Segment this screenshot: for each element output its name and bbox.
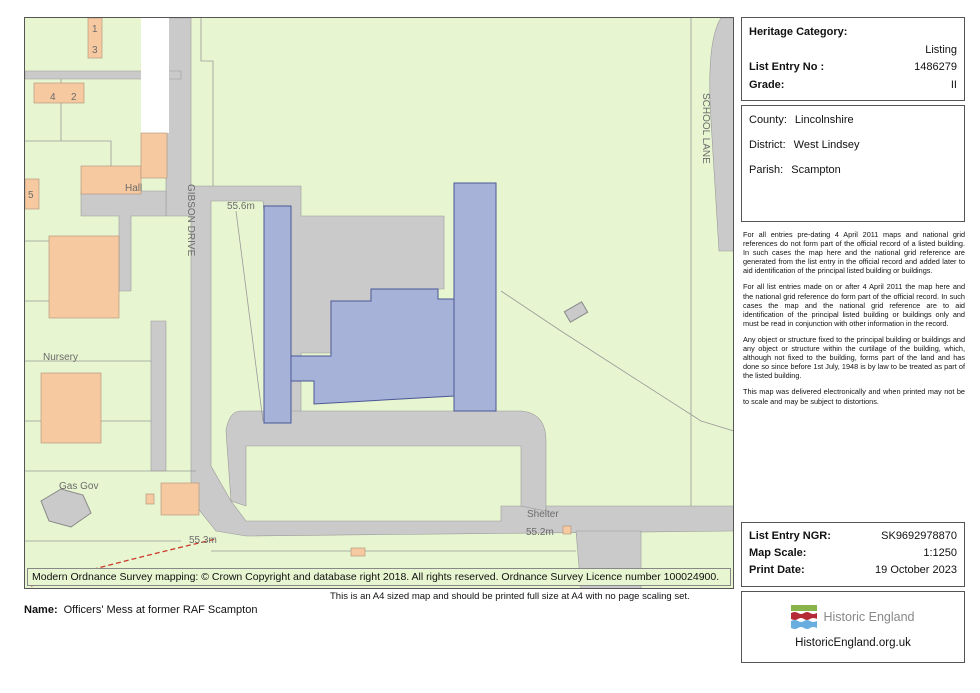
heritage-category-label: Heritage Category: [749, 26, 848, 38]
legal-notes [743, 230, 965, 413]
ngr-label: List Entry NGR: [749, 530, 831, 542]
ngr-value: SK9692978870 [881, 530, 957, 542]
map-label: Shelter [527, 509, 559, 520]
district-value: West Lindsey [793, 139, 860, 151]
gas-governor-structure [41, 489, 91, 527]
note-paragraph: This map was delivered electronically and when printed may not be to scale and may be subject to distortions. [743, 387, 965, 406]
map-label: 4 [50, 92, 56, 103]
map-label: 55.3m [189, 535, 217, 546]
grade-label: Grade: [749, 79, 785, 91]
listed-east-wing[interactable] [454, 183, 496, 411]
map-label: Hall [125, 183, 143, 194]
map-label: 55.2m [526, 527, 554, 538]
small-structure [564, 302, 587, 322]
map-label: 2 [71, 92, 77, 103]
print-date-value: 19 October 2023 [875, 564, 957, 576]
parish-value: Scampton [791, 164, 841, 176]
white-strip [141, 18, 169, 133]
heritage-info-box [741, 17, 965, 101]
map-meta-box [741, 522, 965, 587]
map-label: 1 [92, 24, 98, 35]
building [141, 133, 167, 178]
county-label: County: [749, 114, 787, 126]
scale-value: 1:1250 [923, 547, 957, 559]
brand-name: Historic England [823, 610, 915, 624]
building [49, 236, 119, 318]
map-label: Nursery [43, 352, 79, 363]
heritage-category-value: Listing [925, 44, 957, 56]
website-link[interactable]: HistoricEngland.org.uk [795, 637, 911, 649]
grade-value: II [950, 79, 957, 91]
building [563, 526, 571, 534]
map-drawing [25, 18, 734, 589]
listed-west-wing[interactable] [264, 206, 291, 423]
school-lane-road [710, 18, 734, 251]
name-value: Officers' Mess at former RAF Scampton [63, 604, 258, 616]
building-nursery [41, 373, 101, 443]
side-road [151, 321, 166, 471]
note-paragraph: For all list entries made on or after 4 April 2011 the map here and the national grid reference do form part of the official record. In such cases the map and the national grid reference are to aid identification of the principal listed building or buildings only and must be read in conjunction with other information in the record. [743, 282, 965, 328]
gibson-drive-road [166, 18, 734, 536]
building [351, 548, 365, 556]
note-paragraph: Any object or structure fixed to the principal building or buildings and any object or structure within the curtilage of the building, which, although not fixed to the building, forms part of the land and has done so since before 1st July, 1948 is by law to be treated as part of the listed building. [743, 334, 965, 381]
county-value: Lincolnshire [794, 114, 854, 126]
entry-name [24, 604, 257, 616]
building [161, 483, 199, 515]
district-label: District: [749, 139, 786, 151]
historic-england-emblem-icon [791, 605, 817, 629]
list-entry-label: List Entry No : [749, 61, 825, 73]
loop-road [226, 411, 546, 511]
building [146, 494, 154, 504]
print-date-label: Print Date: [749, 564, 805, 576]
os-copyright: Modern Ordnance Survey mapping: © Crown Copyright and database right 2018. All rights reserved. Ordnance Survey Licence number 100024900. [27, 568, 731, 586]
map-label: 5 [28, 190, 34, 201]
location-box [741, 105, 965, 222]
map-label: Gas Gov [59, 481, 99, 492]
os-map[interactable] [24, 17, 734, 589]
a4-print-note: This is an A4 sized map and should be printed full size at A4 with no page scaling set. [330, 591, 690, 602]
map-label: SCHOOL LANE [700, 93, 711, 164]
name-label: Name: [24, 604, 58, 616]
scale-label: Map Scale: [749, 547, 807, 559]
historic-england-logo [742, 605, 964, 629]
map-label: GIBSON DRIVE [185, 184, 196, 257]
list-entry-value: 1486279 [914, 61, 957, 73]
note-paragraph: For all entries pre-dating 4 April 2011 maps and national grid references do not form part of the official record of a listed building. In such cases the map here and the national grid reference are generated from the list entry in the official record and added later to aid identification of the principal listed building or buildings. [743, 230, 965, 276]
map-label: 3 [92, 45, 98, 56]
parish-label: Parish: [749, 164, 784, 176]
logo-box [741, 591, 965, 663]
map-label: 55.6m [227, 201, 255, 212]
